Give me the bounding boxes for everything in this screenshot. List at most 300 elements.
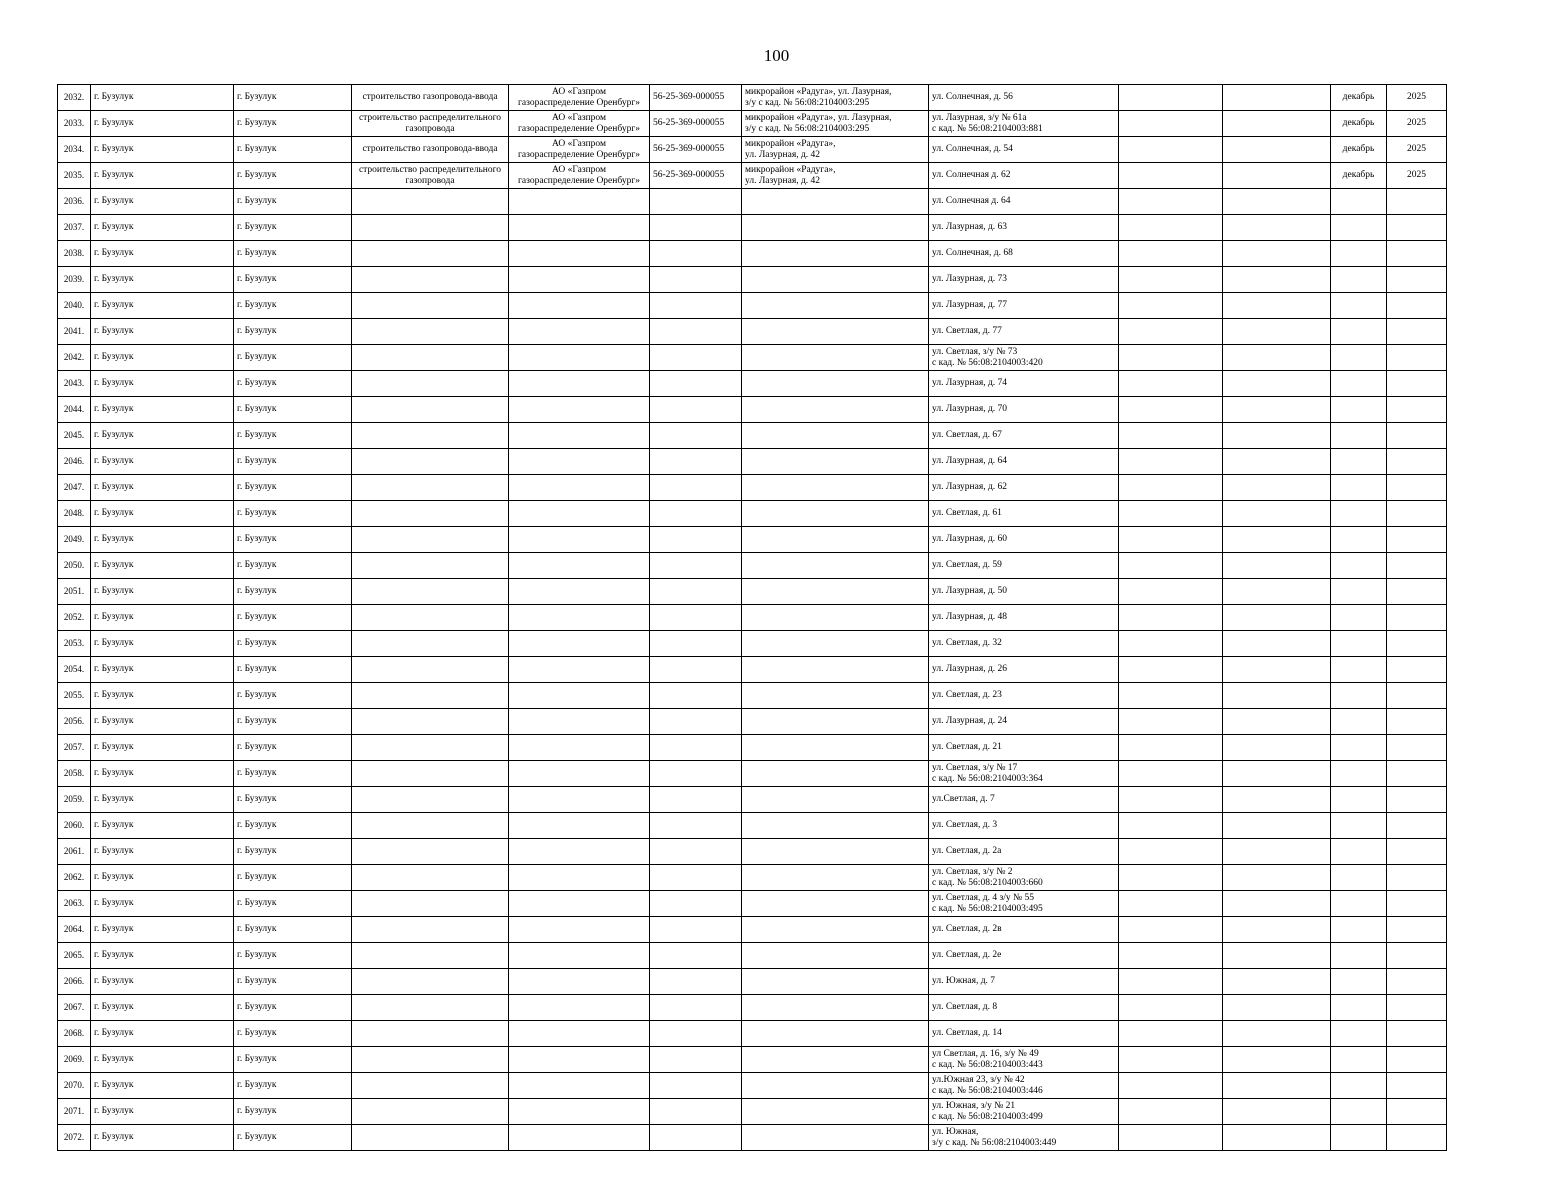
cell-line: ул. Светлая, д. 21 (932, 742, 1002, 752)
cell-line: ул. Светлая, з/у № 73 (932, 346, 1018, 357)
settlement-cell: г. Бузулук (234, 865, 352, 891)
row-number-cell: 2067. (58, 995, 91, 1021)
cell-line: ул. Южная, з/у № 21 (932, 1100, 1016, 1111)
empty-cell (1223, 501, 1331, 527)
gas-source-location-cell (742, 631, 929, 657)
table-row (58, 475, 1447, 501)
address-cell (929, 137, 1119, 163)
year-cell: 2025 (1387, 111, 1447, 137)
year-cell (1387, 579, 1447, 605)
program-code-cell (650, 605, 742, 631)
program-code-cell (650, 371, 742, 397)
empty-cell (1223, 293, 1331, 319)
table-row (58, 683, 1447, 709)
cell-line: газораспределение Оренбург» (518, 149, 640, 160)
month-cell (1331, 319, 1387, 345)
program-code-cell (650, 1021, 742, 1047)
address-cell (929, 995, 1119, 1021)
settlement-cell: г. Бузулук (234, 1099, 352, 1125)
organization-cell (509, 163, 650, 189)
cell-line: ул. Светлая, д. 8 (932, 1002, 998, 1012)
row-number-cell: 2046. (58, 449, 91, 475)
address-cell (929, 1073, 1119, 1099)
program-code-cell (650, 553, 742, 579)
cell-line: строительство распределительного (358, 164, 502, 175)
cell-line: АО «Газпром (551, 138, 606, 149)
row-number-cell: 2065. (58, 943, 91, 969)
organization-cell (509, 761, 650, 787)
year-cell (1387, 423, 1447, 449)
gas-source-location-cell (742, 137, 929, 163)
work-type-cell (352, 241, 509, 267)
row-number-cell: 2049. (58, 527, 91, 553)
year-cell (1387, 839, 1447, 865)
municipality-cell: г. Бузулук (91, 1021, 234, 1047)
municipality-cell: г. Бузулук (91, 527, 234, 553)
settlement-cell: г. Бузулук (234, 605, 352, 631)
address-cell (929, 943, 1119, 969)
cell-line: газораспределение Оренбург» (518, 123, 640, 134)
municipality-cell: г. Бузулук (91, 241, 234, 267)
settlement-cell: г. Бузулук (234, 1073, 352, 1099)
empty-cell (1119, 397, 1223, 423)
settlement-cell: г. Бузулук (234, 319, 352, 345)
empty-cell (1119, 1047, 1223, 1073)
gas-source-location-cell (742, 969, 929, 995)
program-code-cell (650, 319, 742, 345)
cell-line: ул.Светлая, д. 7 (932, 794, 995, 804)
gas-source-location-cell (742, 891, 929, 917)
municipality-cell: г. Бузулук (91, 501, 234, 527)
month-cell (1331, 475, 1387, 501)
empty-cell (1119, 735, 1223, 761)
empty-cell (1119, 319, 1223, 345)
cell-line: ул. Солнечная д. 64 (932, 196, 1011, 206)
cell-line: с кад. № 56:08:2104003:443 (932, 1059, 1043, 1070)
empty-cell (1119, 267, 1223, 293)
address-cell (929, 631, 1119, 657)
cell-line: строительство распределительного (358, 112, 502, 123)
empty-cell (1223, 371, 1331, 397)
year-cell (1387, 241, 1447, 267)
month-cell (1331, 553, 1387, 579)
gas-source-location-cell (742, 501, 929, 527)
cell-line: ул. Светлая, д. 23 (932, 690, 1002, 700)
program-code-cell (650, 1125, 742, 1151)
year-cell: 2025 (1387, 85, 1447, 111)
program-code-cell (650, 995, 742, 1021)
table-row (58, 579, 1447, 605)
work-type-cell (352, 1021, 509, 1047)
empty-cell (1223, 813, 1331, 839)
address-cell (929, 969, 1119, 995)
table-row (58, 527, 1447, 553)
table-row (58, 241, 1447, 267)
work-type-cell (352, 475, 509, 501)
municipality-cell: г. Бузулук (91, 605, 234, 631)
table-row (58, 137, 1447, 163)
organization-cell (509, 527, 650, 553)
year-cell (1387, 449, 1447, 475)
cell-line: строительство газопровода-ввода (362, 92, 498, 102)
empty-cell (1119, 1125, 1223, 1151)
cell-line: ул. Лазурная, д. 62 (932, 482, 1008, 492)
row-number-cell: 2051. (58, 579, 91, 605)
organization-cell (509, 137, 650, 163)
settlement-cell: г. Бузулук (234, 189, 352, 215)
gas-source-location-cell (742, 111, 929, 137)
cell-line: с кад. № 56:08:2104003:446 (932, 1085, 1043, 1096)
settlement-cell: г. Бузулук (234, 215, 352, 241)
table-row (58, 891, 1447, 917)
empty-cell (1119, 475, 1223, 501)
table-row (58, 657, 1447, 683)
work-type-cell (352, 1073, 509, 1099)
organization-cell (509, 319, 650, 345)
cell-line: ул. Лазурная, д. 64 (932, 456, 1008, 466)
cell-line: ул. Лазурная, з/у № 61а (932, 112, 1027, 123)
cell-line: с кад. № 56:08:2104003:881 (932, 123, 1043, 134)
work-type-cell (352, 1099, 509, 1125)
empty-cell (1223, 319, 1331, 345)
cell-line: ул. Лазурная, д. 60 (932, 534, 1008, 544)
gas-source-location-cell (742, 241, 929, 267)
organization-cell (509, 683, 650, 709)
address-cell (929, 579, 1119, 605)
settlement-cell: г. Бузулук (234, 1047, 352, 1073)
work-type-cell (352, 917, 509, 943)
month-cell (1331, 579, 1387, 605)
year-cell (1387, 293, 1447, 319)
table-row (58, 111, 1447, 137)
empty-cell (1119, 657, 1223, 683)
address-cell (929, 553, 1119, 579)
gas-source-location-cell (742, 293, 929, 319)
month-cell (1331, 735, 1387, 761)
program-code-cell (650, 813, 742, 839)
organization-cell (509, 85, 650, 111)
empty-cell (1223, 527, 1331, 553)
cell-line: ул. Лазурная, д. 48 (932, 612, 1008, 622)
municipality-cell: г. Бузулук (91, 735, 234, 761)
gas-source-location-cell (742, 1099, 929, 1125)
organization-cell (509, 449, 650, 475)
year-cell (1387, 995, 1447, 1021)
organization-cell (509, 709, 650, 735)
table-row (58, 787, 1447, 813)
settlement-cell: г. Бузулук (234, 891, 352, 917)
program-code-cell (650, 397, 742, 423)
empty-cell (1119, 787, 1223, 813)
address-cell (929, 241, 1119, 267)
table-row (58, 1073, 1447, 1099)
month-cell (1331, 787, 1387, 813)
year-cell (1387, 1073, 1447, 1099)
row-number-cell: 2071. (58, 1099, 91, 1125)
empty-cell (1223, 631, 1331, 657)
gas-source-location-cell (742, 917, 929, 943)
month-cell (1331, 397, 1387, 423)
work-type-cell (352, 891, 509, 917)
empty-cell (1223, 215, 1331, 241)
empty-cell (1223, 709, 1331, 735)
program-code-cell: 56-25-369-000055 (650, 111, 742, 137)
program-code-cell (650, 709, 742, 735)
gas-source-location-cell (742, 761, 929, 787)
gas-source-location-cell (742, 163, 929, 189)
work-type-cell (352, 319, 509, 345)
table-row (58, 449, 1447, 475)
organization-cell (509, 813, 650, 839)
year-cell (1387, 761, 1447, 787)
year-cell (1387, 605, 1447, 631)
program-code-cell (650, 241, 742, 267)
empty-cell (1119, 423, 1223, 449)
organization-cell (509, 267, 650, 293)
empty-cell (1119, 631, 1223, 657)
settlement-cell: г. Бузулук (234, 85, 352, 111)
gas-source-location-cell (742, 995, 929, 1021)
month-cell (1331, 917, 1387, 943)
row-number-cell: 2061. (58, 839, 91, 865)
table-row (58, 215, 1447, 241)
empty-cell (1223, 449, 1331, 475)
row-number-cell: 2057. (58, 735, 91, 761)
settlement-cell: г. Бузулук (234, 423, 352, 449)
row-number-cell: 2068. (58, 1021, 91, 1047)
empty-cell (1223, 839, 1331, 865)
year-cell (1387, 215, 1447, 241)
address-cell (929, 761, 1119, 787)
empty-cell (1223, 475, 1331, 501)
empty-cell (1119, 1099, 1223, 1125)
municipality-cell: г. Бузулук (91, 1073, 234, 1099)
gas-source-location-cell (742, 839, 929, 865)
address-cell (929, 449, 1119, 475)
year-cell (1387, 865, 1447, 891)
year-cell: 2025 (1387, 163, 1447, 189)
municipality-cell: г. Бузулук (91, 267, 234, 293)
program-code-cell (650, 735, 742, 761)
row-number-cell: 2053. (58, 631, 91, 657)
organization-cell (509, 1073, 650, 1099)
settlement-cell: г. Бузулук (234, 683, 352, 709)
year-cell (1387, 709, 1447, 735)
empty-cell (1119, 293, 1223, 319)
municipality-cell: г. Бузулук (91, 163, 234, 189)
work-type-cell (352, 371, 509, 397)
settlement-cell: г. Бузулук (234, 917, 352, 943)
work-type-cell (352, 995, 509, 1021)
row-number-cell: 2048. (58, 501, 91, 527)
empty-cell (1119, 683, 1223, 709)
gas-source-location-cell (742, 605, 929, 631)
gas-source-location-cell (742, 657, 929, 683)
municipality-cell: г. Бузулук (91, 397, 234, 423)
row-number-cell: 2058. (58, 761, 91, 787)
organization-cell (509, 1047, 650, 1073)
organization-cell (509, 1099, 650, 1125)
table-row (58, 995, 1447, 1021)
row-number-cell: 2044. (58, 397, 91, 423)
address-cell (929, 293, 1119, 319)
address-cell (929, 917, 1119, 943)
cell-line: з/у с кад. № 56:08:2104003:295 (745, 123, 870, 134)
municipality-cell: г. Бузулук (91, 111, 234, 137)
empty-cell (1223, 1047, 1331, 1073)
empty-cell (1223, 241, 1331, 267)
settlement-cell: г. Бузулук (234, 475, 352, 501)
organization-cell (509, 579, 650, 605)
address-cell (929, 683, 1119, 709)
month-cell: декабрь (1331, 137, 1387, 163)
row-number-cell: 2045. (58, 423, 91, 449)
empty-cell (1223, 865, 1331, 891)
work-type-cell (352, 111, 509, 137)
municipality-cell: г. Бузулук (91, 813, 234, 839)
program-code-cell (650, 267, 742, 293)
program-code-cell (650, 865, 742, 891)
program-code-cell (650, 683, 742, 709)
empty-cell (1119, 995, 1223, 1021)
table-row (58, 839, 1447, 865)
program-code-cell (650, 1073, 742, 1099)
municipality-cell: г. Бузулук (91, 761, 234, 787)
empty-cell (1223, 683, 1331, 709)
address-cell (929, 475, 1119, 501)
work-type-cell (352, 215, 509, 241)
address-cell (929, 1125, 1119, 1151)
month-cell (1331, 449, 1387, 475)
cell-line: АО «Газпром (551, 164, 606, 175)
year-cell (1387, 943, 1447, 969)
year-cell (1387, 1125, 1447, 1151)
empty-cell (1119, 501, 1223, 527)
empty-cell (1119, 527, 1223, 553)
year-cell (1387, 787, 1447, 813)
empty-cell (1119, 917, 1223, 943)
table-row (58, 1021, 1447, 1047)
organization-cell (509, 917, 650, 943)
work-type-cell (352, 85, 509, 111)
month-cell (1331, 813, 1387, 839)
table-row (58, 189, 1447, 215)
work-type-cell (352, 657, 509, 683)
table-row (58, 917, 1447, 943)
year-cell (1387, 1099, 1447, 1125)
address-cell (929, 1047, 1119, 1073)
program-code-cell (650, 501, 742, 527)
gas-source-location-cell (742, 579, 929, 605)
cell-line: ул. Светлая, з/у № 2 (932, 866, 1013, 877)
year-cell (1387, 631, 1447, 657)
table-row (58, 813, 1447, 839)
cell-line: с кад. № 56:08:2104003:495 (932, 903, 1043, 914)
year-cell (1387, 1021, 1447, 1047)
year-cell (1387, 501, 1447, 527)
empty-cell (1119, 215, 1223, 241)
gas-source-location-cell (742, 189, 929, 215)
cell-line: ул. Южная, д. 7 (932, 976, 996, 986)
table-row (58, 1099, 1447, 1125)
work-type-cell (352, 137, 509, 163)
municipality-cell: г. Бузулук (91, 709, 234, 735)
program-code-cell (650, 917, 742, 943)
empty-cell (1223, 397, 1331, 423)
cell-line: с кад. № 56:08:2104003:364 (932, 773, 1043, 784)
settlement-cell: г. Бузулук (234, 813, 352, 839)
municipality-cell: г. Бузулук (91, 995, 234, 1021)
gas-source-location-cell (742, 371, 929, 397)
year-cell (1387, 371, 1447, 397)
settlement-cell: г. Бузулук (234, 1125, 352, 1151)
cell-line: ул. Светлая, д. 67 (932, 430, 1002, 440)
year-cell (1387, 735, 1447, 761)
month-cell (1331, 527, 1387, 553)
table-row (58, 1125, 1447, 1151)
month-cell (1331, 683, 1387, 709)
empty-cell (1119, 839, 1223, 865)
work-type-cell (352, 631, 509, 657)
cell-line: ул Светлая, д. 16, з/у № 49 (932, 1048, 1039, 1059)
year-cell (1387, 319, 1447, 345)
gas-source-location-cell (742, 319, 929, 345)
address-cell (929, 267, 1119, 293)
empty-cell (1223, 787, 1331, 813)
table-row (58, 553, 1447, 579)
empty-cell (1119, 761, 1223, 787)
cell-line: газораспределение Оренбург» (518, 175, 640, 186)
gas-source-location-cell (742, 735, 929, 761)
program-code-cell (650, 1047, 742, 1073)
month-cell (1331, 215, 1387, 241)
month-cell (1331, 1125, 1387, 1151)
month-cell: декабрь (1331, 111, 1387, 137)
work-type-cell (352, 397, 509, 423)
empty-cell (1223, 1021, 1331, 1047)
municipality-cell: г. Бузулук (91, 579, 234, 605)
cell-line: ул. Светлая, д. 2в (932, 924, 1002, 934)
municipality-cell: г. Бузулук (91, 475, 234, 501)
program-code-cell: 56-25-369-000055 (650, 85, 742, 111)
row-number-cell: 2069. (58, 1047, 91, 1073)
organization-cell (509, 943, 650, 969)
gas-source-location-cell (742, 1125, 929, 1151)
municipality-cell: г. Бузулук (91, 423, 234, 449)
empty-cell (1119, 449, 1223, 475)
program-code-cell (650, 943, 742, 969)
settlement-cell: г. Бузулук (234, 579, 352, 605)
cell-line: ул. Светлая, д. 2а (932, 846, 1002, 856)
organization-cell (509, 735, 650, 761)
row-number-cell: 2063. (58, 891, 91, 917)
address-cell (929, 501, 1119, 527)
table-row (58, 163, 1447, 189)
municipality-cell: г. Бузулук (91, 137, 234, 163)
empty-cell (1119, 1073, 1223, 1099)
year-cell (1387, 475, 1447, 501)
gas-source-location-cell (742, 787, 929, 813)
settlement-cell: г. Бузулук (234, 761, 352, 787)
program-code-cell (650, 1099, 742, 1125)
gas-source-location-cell (742, 267, 929, 293)
address-cell (929, 189, 1119, 215)
table-row (58, 943, 1447, 969)
address-cell (929, 85, 1119, 111)
empty-cell (1119, 553, 1223, 579)
cell-line: ул. Лазурная, д. 26 (932, 664, 1008, 674)
address-cell (929, 813, 1119, 839)
